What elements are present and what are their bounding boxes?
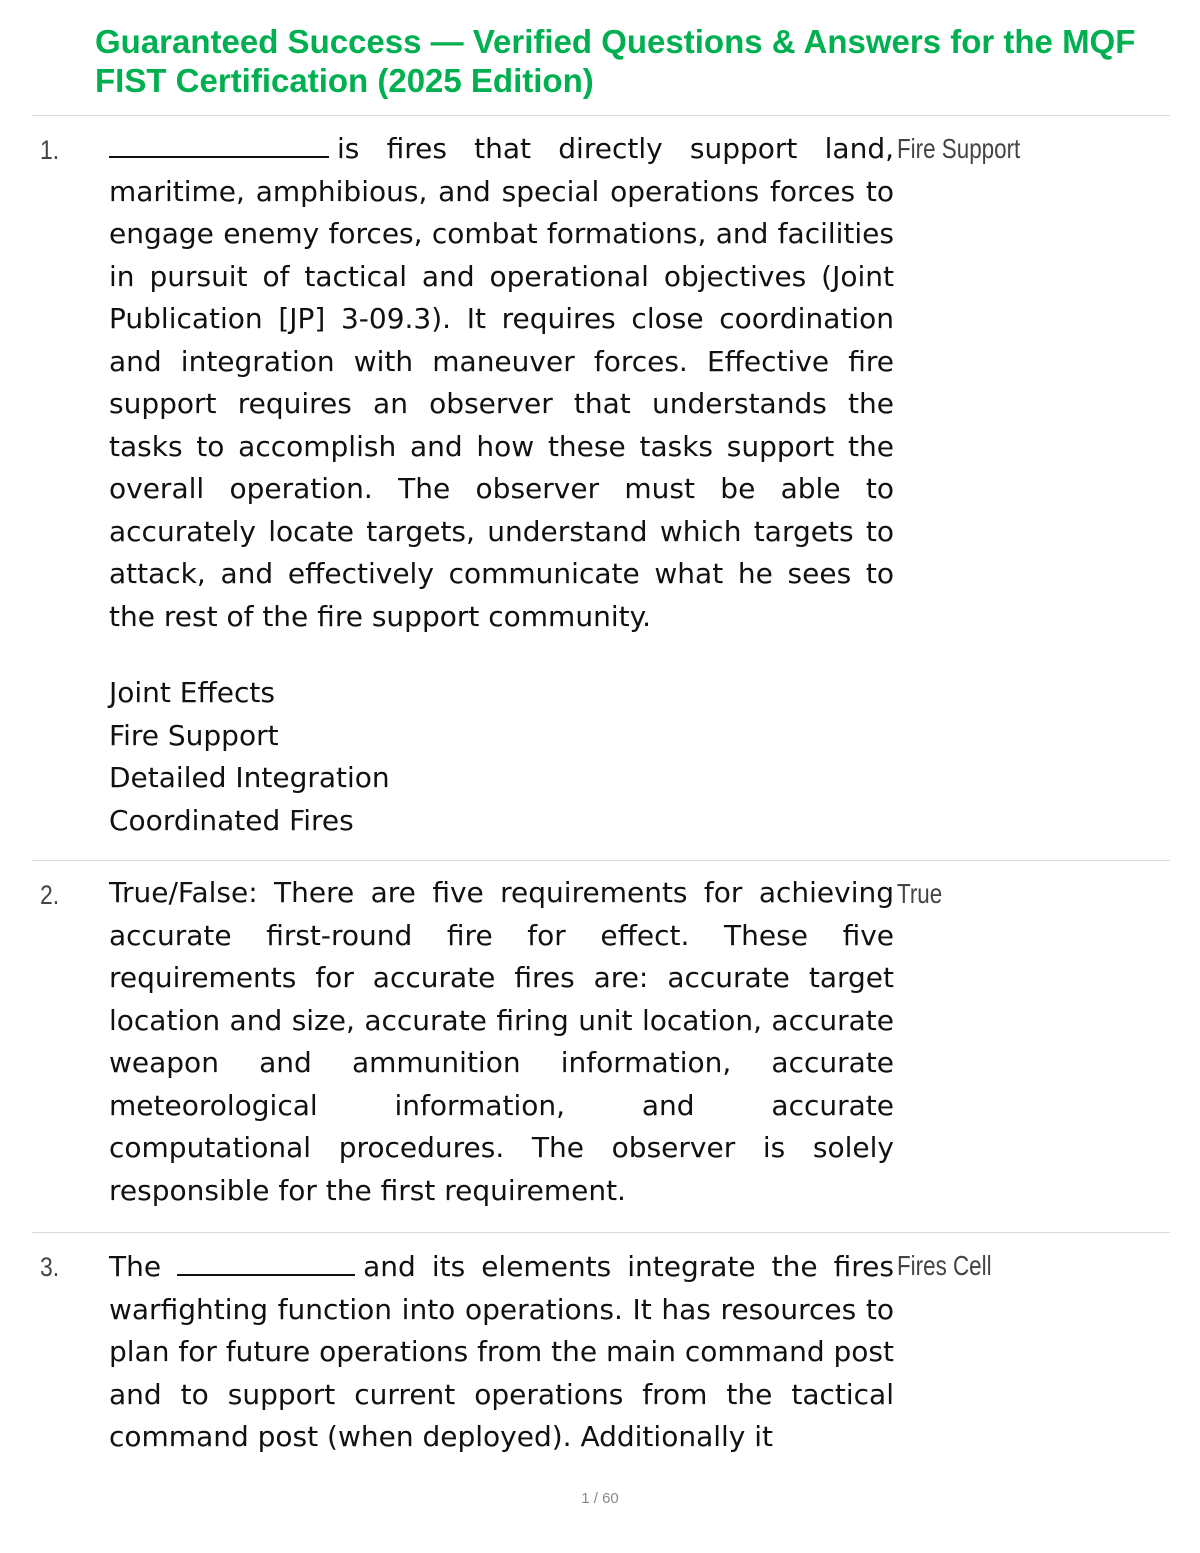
question-text	[109, 1244, 894, 1459]
question-number: 2.	[40, 880, 60, 910]
option-item: Joint Effects	[109, 676, 275, 709]
answer-text: Fires Cell	[897, 1250, 992, 1281]
answer-text: True	[897, 878, 943, 909]
answer-text: Fire Support	[897, 133, 1021, 164]
question-text	[109, 126, 894, 638]
document-title: Guaranteed Success — Verified Questions & Answers for the MQF FIST Certification (2025 Edition)	[95, 23, 1136, 99]
option-item: Coordinated Fires	[109, 803, 354, 837]
question-number: 3.	[40, 1252, 60, 1282]
question-number: 1.	[40, 135, 60, 165]
option-item: Detailed Integration	[109, 761, 390, 794]
divider	[32, 115, 1170, 116]
answer-blank	[177, 1244, 355, 1276]
option-item: Fire Support	[109, 718, 279, 752]
divider	[32, 860, 1170, 861]
answer-blank	[109, 126, 329, 158]
page-number: 1 / 60	[581, 1490, 619, 1507]
question-body: and its elements integrate the fires warfighting function into operations. It has resources to plan for future operations from the main command post and to support current operations from the tactical command post (when deployed). Additionally it	[109, 1250, 894, 1453]
answer-options	[109, 672, 390, 842]
question-body: is fires that directly support land, maritime, amphibious, and special operations forces to engage enemy forces, combat formations, and facilities in pursuit of tactical and operational objectives (Joint Publication [JP] 3-09.3). It requires close coordination and integration with maneuver forces. Effective fire support requires an observer that understands the tasks to accomplish and how these tasks support the overall operation. The observer must be able to accurately locate targets, understand which targets to attack, and effectively communicate what he sees to the rest of the fire support community.	[109, 132, 894, 633]
question-text: True/False: There are five requirements for achieving accurate first-round fire for effect. These five requirements for accurate fires are: accurate target location and size, accurate firing unit location, accurate weapon and ammunition information, accurate meteorological information, and accurate computational procedures. The observer is solely responsible for the first requirement.	[109, 876, 894, 1207]
question-lead: The	[109, 1250, 162, 1283]
divider	[32, 1232, 1170, 1233]
